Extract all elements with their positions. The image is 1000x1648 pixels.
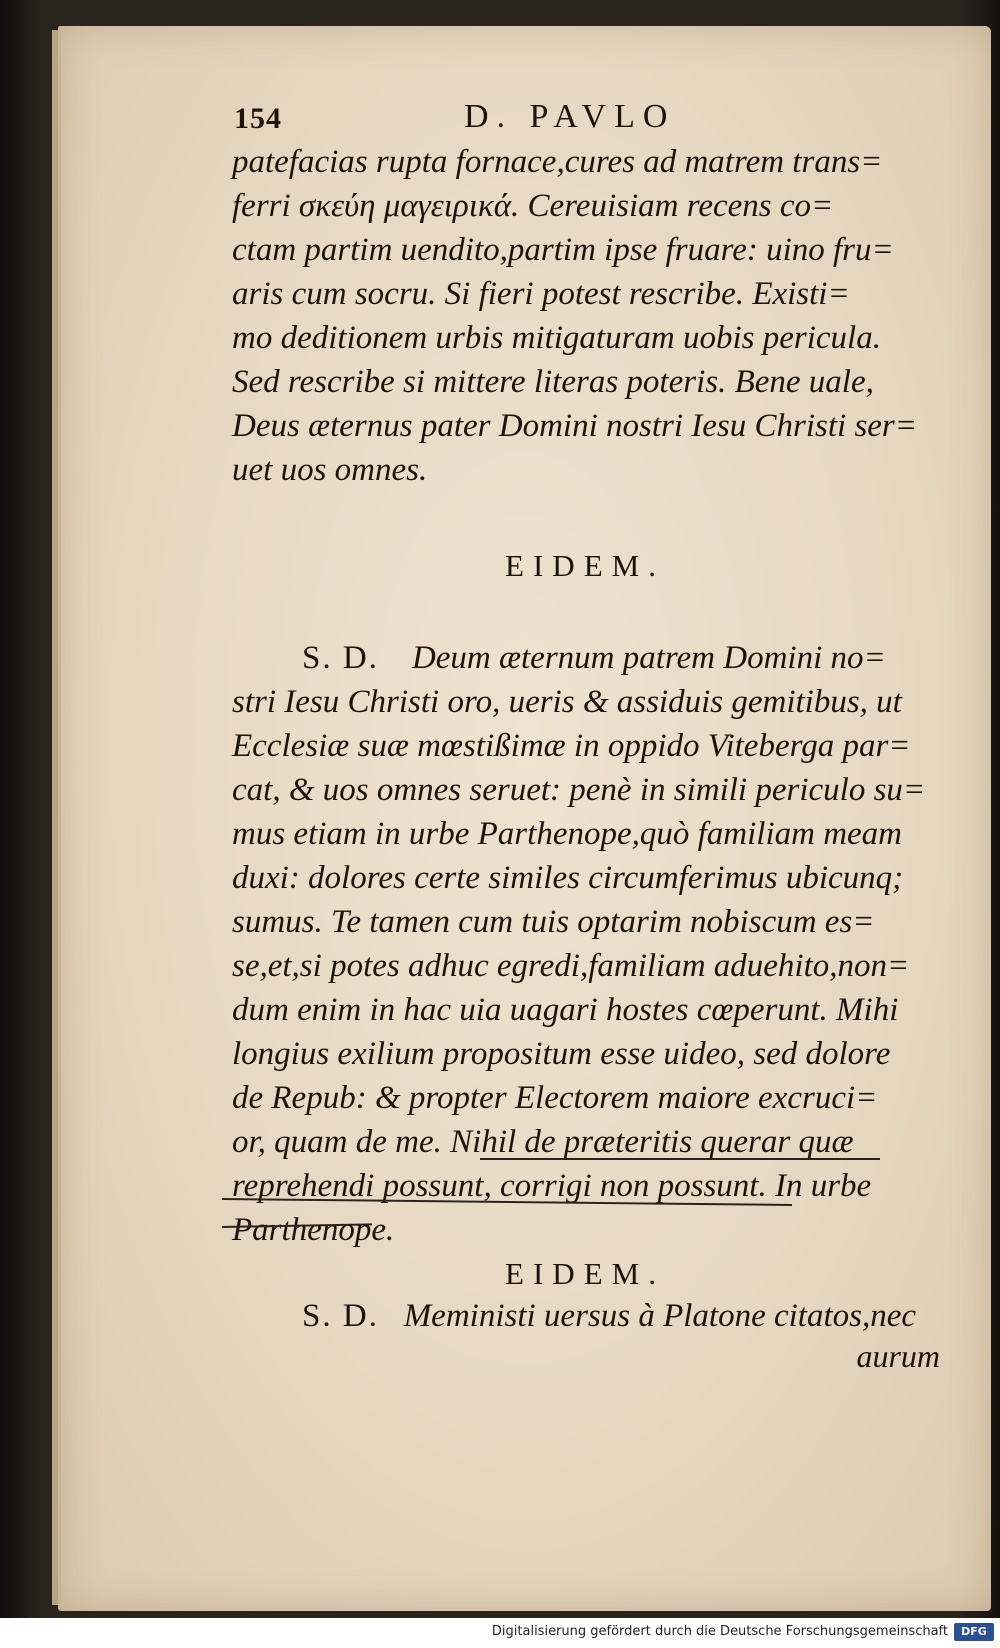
section-heading: EIDEM. <box>505 1256 665 1291</box>
salutation: S. D. <box>302 1298 379 1334</box>
text-line: patefacias rupta fornace,cures ad matrem trans= <box>232 144 883 180</box>
text-line: stri Iesu Christi oro, ueris & assiduis gemitibus, ut <box>232 684 902 720</box>
text-line: Deus æternus pater Domini nostri Iesu Christi ser= <box>232 408 918 444</box>
page-number: 154 <box>234 102 282 135</box>
text-line <box>302 636 942 680</box>
text-line: sumus. Te tamen cum tuis optarim nobiscum es= <box>232 904 875 940</box>
footer-credit: Digitalisierung gefördert durch die Deutsche Forschungsgemeinschaft <box>491 1624 948 1639</box>
text-line: Ecclesiæ suæ mœstißimæ in oppido Viteberga par= <box>232 728 911 764</box>
running-title: D. PAVLO <box>464 98 676 135</box>
footer-bar <box>0 1618 1000 1648</box>
text-line: reprehendi possunt, corrigi non possunt. In urbe <box>232 1168 872 1204</box>
text-span: Deum æternum patrem Domini no= <box>411 640 886 676</box>
text-line <box>302 1294 942 1338</box>
salutation: S. D. <box>302 640 379 676</box>
text-line: or, quam de me. Nihil de præteritis querar quæ <box>232 1124 854 1160</box>
text-line: Parthenope. <box>232 1212 395 1248</box>
text-line: duxi: dolores certe similes circumferimus ubicunq; <box>232 860 904 896</box>
text-line: ctam partim uendito,partim ipse fruare: uino fru= <box>232 232 894 268</box>
text-line: se,et,si potes adhuc egredi,familiam aduehito,non= <box>232 948 910 984</box>
text-span: Meministi uersus à Platone citatos,nec <box>403 1298 917 1334</box>
section-heading: EIDEM. <box>505 548 665 583</box>
text-line: uet uos omnes. <box>232 452 428 488</box>
text-line: cat, & uos omnes seruet: penè in simili periculo su= <box>232 772 926 808</box>
text-line: longius exilium propositum esse uideo, sed dolore <box>232 1036 891 1072</box>
dfg-logo: DFG <box>954 1623 994 1641</box>
text-line: aris cum socru. Si fieri potest rescribe. Existi= <box>232 276 850 312</box>
text-line: ferri σκεύη μαγειρικά. Cereuisiam recens co= <box>232 188 834 224</box>
text-line: Sed rescribe si mittere literas poteris. Bene uale, <box>232 364 874 400</box>
text-line: mo deditionem urbis mitigaturam uobis pericula. <box>232 320 881 356</box>
text-line: mus etiam in urbe Parthenope,quò familiam meam <box>232 816 903 852</box>
text-line: dum enim in hac uia uagari hostes cœperunt. Mihi <box>232 992 899 1028</box>
pen-underline <box>480 1158 880 1160</box>
text-line: de Repub: & propter Electorem maiore excruci= <box>232 1080 878 1116</box>
catchword: aurum <box>856 1338 940 1374</box>
